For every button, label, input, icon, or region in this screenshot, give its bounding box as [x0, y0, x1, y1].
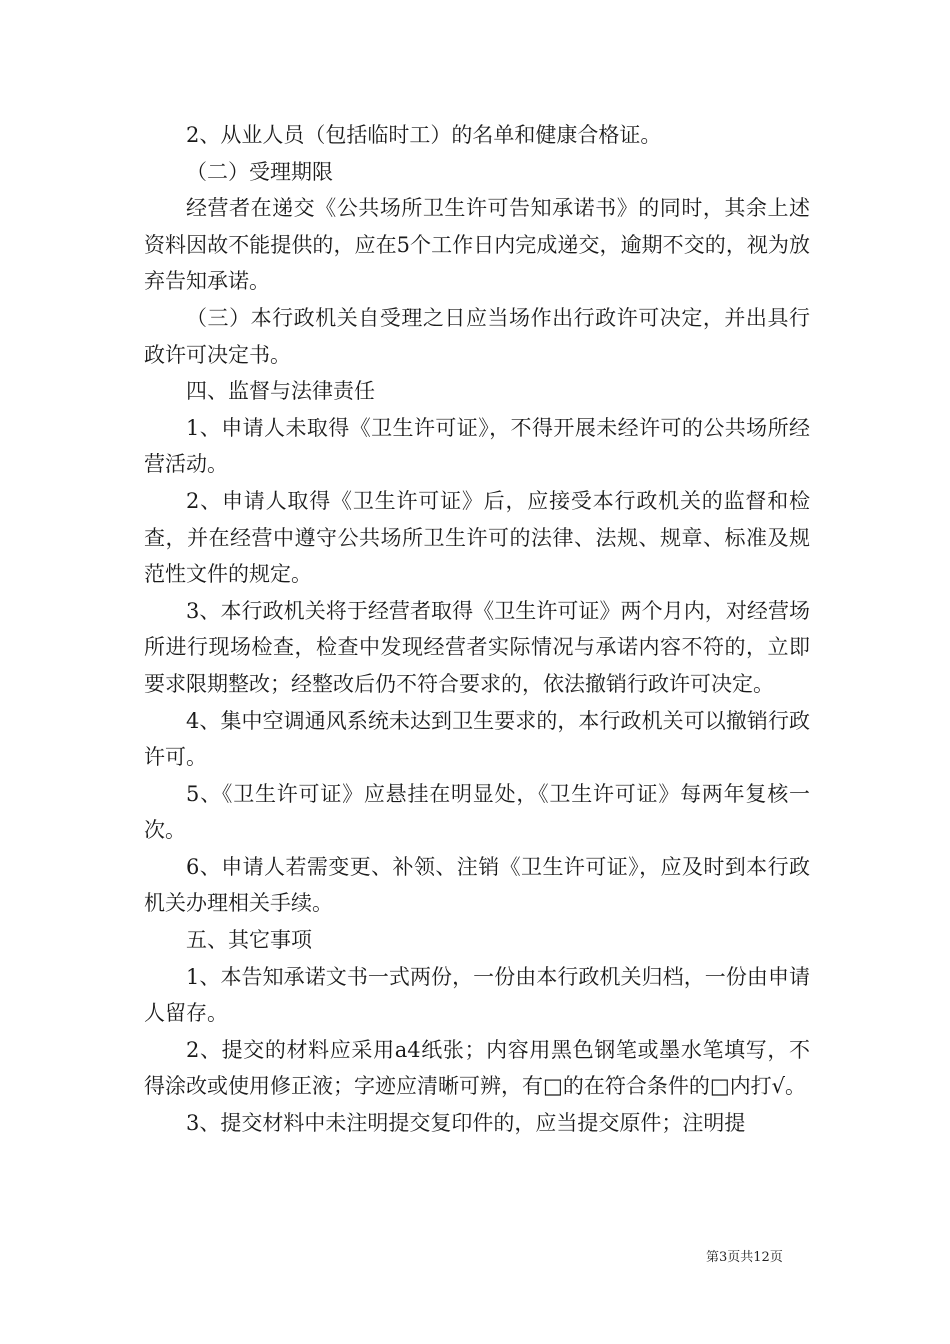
section-heading: 五、其它事项 [186, 928, 312, 953]
paragraph: 2、申请人取得《卫生许可证》后，应接受本行政机关的监督和检查，并在经营中遵守公共场所卫生许可的法律、法规、规章、标准及规范性文件的规定。 [144, 488, 810, 587]
paragraph: （三）本行政机关自受理之日应当场作出行政许可决定，并出具行政许可决定书。 [144, 305, 810, 367]
paragraph: 2、提交的材料应采用a4纸张；内容用黑色钢笔或墨水笔填写，不得涂改或使用修正液；字迹应清晰可辨，有□的在符合条件的□内打√。 [144, 1037, 810, 1099]
paragraph: 1、申请人未取得《卫生许可证》，不得开展未经许可的公共场所经营活动。 [144, 415, 810, 477]
document-body [144, 117, 810, 1142]
page-number-footer: 第3页共12页 [706, 1250, 783, 1265]
paragraph: 5、《卫生许可证》应悬挂在明显处，《卫生许可证》每两年复核一次。 [144, 781, 810, 843]
paragraph: 1、本告知承诺文书一式两份，一份由本行政机关归档，一份由申请人留存。 [144, 964, 810, 1026]
paragraph: 2、从业人员（包括临时工）的名单和健康合格证。 [186, 123, 662, 147]
paragraph: 4、集中空调通风系统未达到卫生要求的，本行政机关可以撤销行政许可。 [144, 708, 810, 770]
paragraph: 3、提交材料中未注明提交复印件的，应当提交原件；注明提 [186, 1111, 746, 1136]
paragraph: 3、本行政机关将于经营者取得《卫生许可证》两个月内，对经营场所进行现场检查，检查中发现经营者实际情况与承诺内容不符的，立即要求限期整改；经整改后仍不符合要求的，依法撤销行政许可决定。 [144, 598, 810, 696]
section-heading: （二）受理期限 [186, 159, 333, 184]
paragraph: 6、申请人若需变更、补领、注销《卫生许可证》，应及时到本行政机关办理相关手续。 [144, 854, 810, 916]
section-heading: 四、监督与法律责任 [186, 379, 375, 404]
paragraph: 经营者在递交《公共场所卫生许可告知承诺书》的同时，其余上述资料因故不能提供的，应在5个工作日内完成递交，逾期不交的，视为放弃告知承诺。 [144, 196, 810, 294]
